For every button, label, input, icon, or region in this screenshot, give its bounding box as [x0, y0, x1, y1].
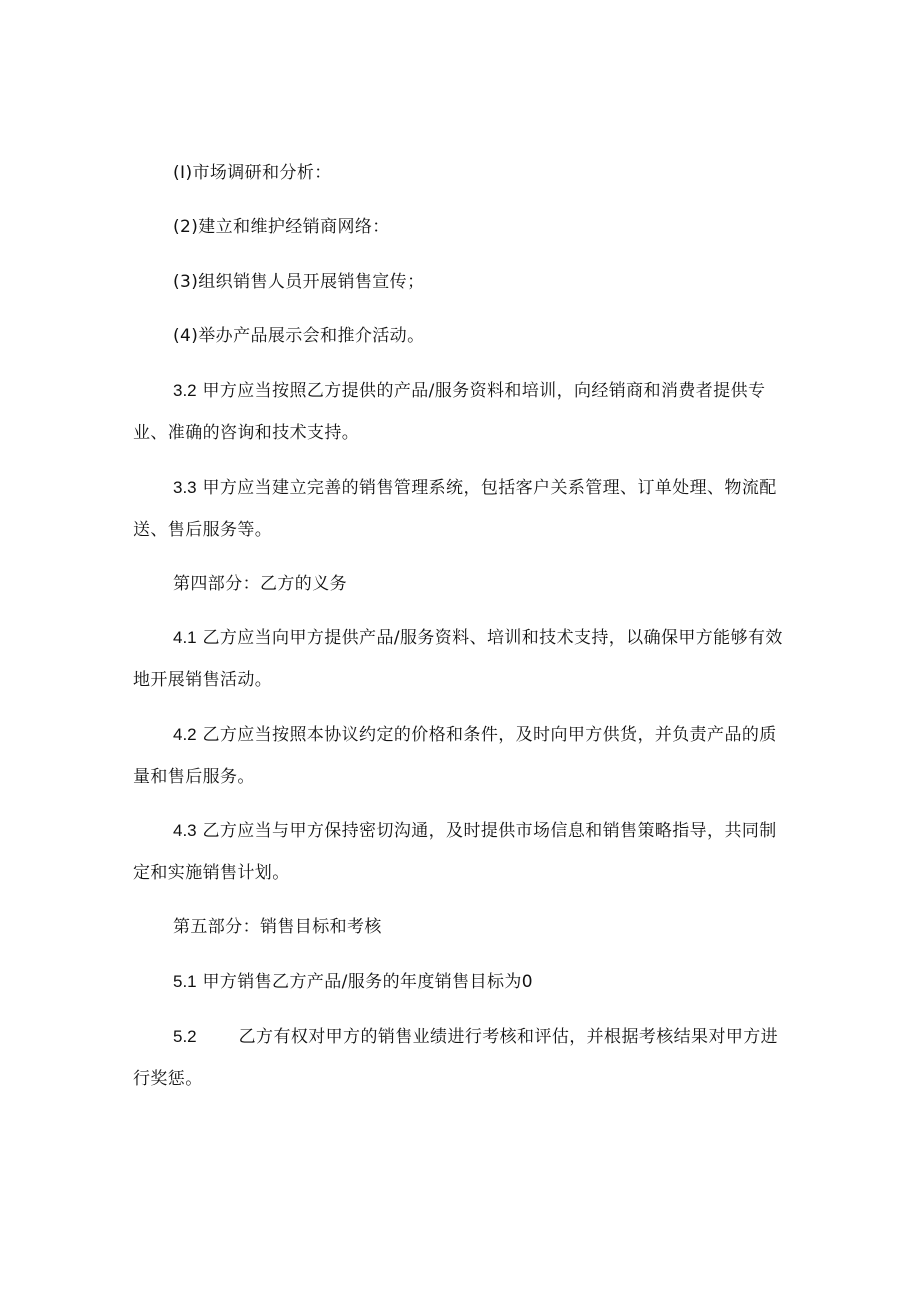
list-item-3: (3)组织销售人员开展销售宣传； — [173, 272, 425, 292]
clause-4-3 — [133, 810, 793, 894]
list-item-2: (2)建立和维护经销商网络： — [173, 217, 390, 237]
clause-number: 3.3 — [173, 478, 197, 497]
clause-number: 4.2 — [173, 725, 197, 744]
section-heading-part-5: 第五部分：销售目标和考核 — [173, 917, 382, 937]
section-heading-part-4: 第四部分：乙方的义务 — [173, 574, 347, 594]
clause-3-3 — [133, 467, 793, 551]
clause-number: 3.2 — [173, 381, 197, 400]
clause-text: 甲方应当按照乙方提供的产品/服务资料和培训，向经销商和消费者提供专业、准确的咨询和技术支持。 — [133, 381, 766, 443]
clause-text: 甲方应当建立完善的销售管理系统，包括客户关系管理、订单处理、物流配送、售后服务等。 — [133, 478, 777, 540]
clause-number: 4.1 — [173, 628, 197, 647]
clause-4-1 — [133, 617, 793, 701]
list-item-1: (I)市场调研和分析： — [173, 163, 332, 183]
clause-number: 5.2 — [173, 1027, 197, 1046]
clause-5-1 — [133, 961, 793, 1003]
clause-text: 乙方有权对甲方的销售业绩进行考核和评估，并根据考核结果对甲方进行奖惩。 — [133, 1027, 779, 1089]
clause-text: 乙方应当按照本协议约定的价格和条件，及时向甲方供货，并负责产品的质量和售后服务。 — [133, 725, 777, 787]
list-item-4: (4)举办产品展示会和推介活动。 — [173, 326, 425, 346]
clause-text: 乙方应当向甲方提供产品/服务资料、培训和技术支持，以确保甲方能够有效地开展销售活动。 — [133, 628, 783, 690]
clause-4-2 — [133, 714, 793, 798]
clause-number: 5.1 — [173, 972, 197, 991]
clause-5-2 — [133, 1016, 793, 1100]
clause-text: 乙方应当与甲方保持密切沟通，及时提供市场信息和销售策略指导，共同制定和实施销售计划。 — [133, 821, 777, 883]
clause-text: 甲方销售乙方产品/服务的年度销售目标为0 — [202, 972, 533, 992]
clause-number: 4.3 — [173, 821, 197, 840]
clause-3-2 — [133, 370, 793, 454]
